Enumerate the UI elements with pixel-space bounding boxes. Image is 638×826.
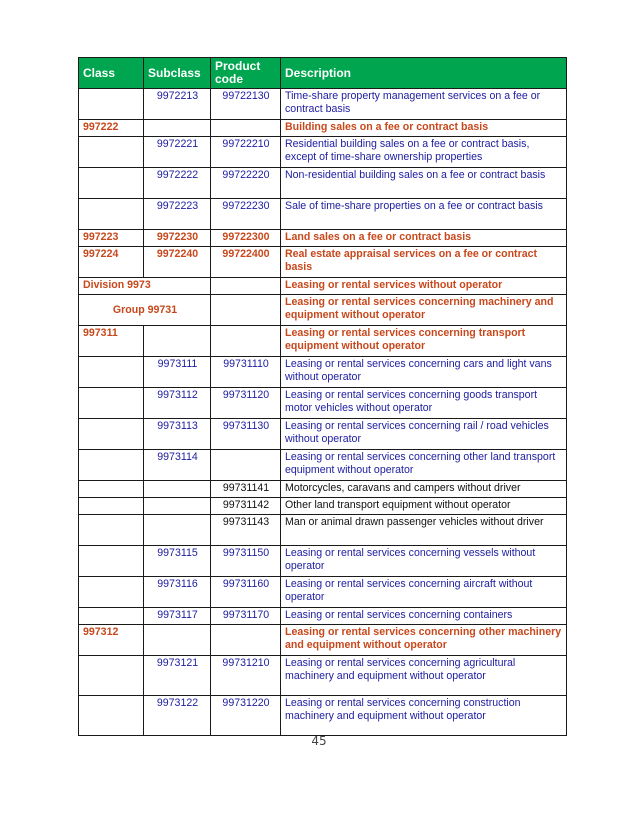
table-row [79, 450, 567, 481]
description-cell: Other land transport equipment without operator [281, 498, 567, 515]
table-row [79, 247, 567, 278]
product-code-cell [211, 326, 281, 357]
class-cell [79, 696, 144, 736]
subclass-cell: 9972222 [144, 168, 211, 199]
class-cell [79, 199, 144, 230]
subclass-cell: 9973121 [144, 656, 211, 696]
product-code-cell: 99731160 [211, 577, 281, 608]
table-row [79, 388, 567, 419]
description-cell: Leasing or rental services concerning cars and light vans without operator [281, 357, 567, 388]
description-cell: Residential building sales on a fee or contract basis, except of time-share ownership properties [281, 137, 567, 168]
description-cell: Leasing or rental services concerning other machinery and equipment without operator [281, 625, 567, 656]
product-code-cell: 99722300 [211, 230, 281, 247]
class-cell [79, 419, 144, 450]
subclass-cell: 9972221 [144, 137, 211, 168]
product-code-cell: 99731150 [211, 546, 281, 577]
table-row [79, 326, 567, 357]
table-row [79, 696, 567, 736]
product-code-cell: 99731110 [211, 357, 281, 388]
product-code-cell: 99722130 [211, 89, 281, 120]
class-cell [79, 546, 144, 577]
class-cell: 997223 [79, 230, 144, 247]
table-header-row [79, 58, 567, 89]
description-cell: Leasing or rental services concerning vessels without operator [281, 546, 567, 577]
subclass-cell: 9973117 [144, 608, 211, 625]
product-code-cell: 99722400 [211, 247, 281, 278]
product-code-cell: 99722230 [211, 199, 281, 230]
table-row [79, 89, 567, 120]
subclass-cell [144, 625, 211, 656]
product-code-cell: 99731210 [211, 656, 281, 696]
description-cell: Leasing or rental services concerning construction machinery and equipment without operator [281, 696, 567, 736]
product-code-cell: 99731220 [211, 696, 281, 736]
subclass-cell: 9972223 [144, 199, 211, 230]
subclass-cell: 9973116 [144, 577, 211, 608]
class-cell [79, 577, 144, 608]
description-cell: Time-share property management services on a fee or contract basis [281, 89, 567, 120]
class-cell [79, 481, 144, 498]
product-code-cell [211, 625, 281, 656]
product-code-cell: 99731142 [211, 498, 281, 515]
description-cell: Land sales on a fee or contract basis [281, 230, 567, 247]
class-cell: 997311 [79, 326, 144, 357]
product-code-cell: 99722210 [211, 137, 281, 168]
description-cell: Leasing or rental services concerning agricultural machinery and equipment without operator [281, 656, 567, 696]
class-cell: 997222 [79, 120, 144, 137]
description-cell: Leasing or rental services concerning rail / road vehicles without operator [281, 419, 567, 450]
subclass-cell: 9973115 [144, 546, 211, 577]
header-product-code: Product code [211, 58, 281, 89]
product-code-cell: 99731143 [211, 515, 281, 546]
header-description: Description [281, 58, 567, 89]
class-cell [79, 515, 144, 546]
description-cell: Sale of time-share properties on a fee or contract basis [281, 199, 567, 230]
subclass-cell: 9972240 [144, 247, 211, 278]
description-cell: Non-residential building sales on a fee or contract basis [281, 168, 567, 199]
class-cell: Group 99731 [79, 295, 211, 326]
subclass-cell [144, 515, 211, 546]
subclass-cell: 9972230 [144, 230, 211, 247]
subclass-cell: 9973122 [144, 696, 211, 736]
header-subclass: Subclass [144, 58, 211, 89]
table-row [79, 481, 567, 498]
product-code-cell: 99731170 [211, 608, 281, 625]
description-cell: Leasing or rental services concerning goods transport motor vehicles without operator [281, 388, 567, 419]
class-cell [79, 357, 144, 388]
description-cell: Leasing or rental services concerning other land transport equipment without operator [281, 450, 567, 481]
description-cell: Real estate appraisal services on a fee or contract basis [281, 247, 567, 278]
description-cell: Leasing or rental services concerning transport equipment without operator [281, 326, 567, 357]
classification-table [78, 57, 567, 736]
table-row [79, 230, 567, 247]
header-class: Class [79, 58, 144, 89]
subclass-cell: 9972213 [144, 89, 211, 120]
table-row [79, 546, 567, 577]
table-row [79, 608, 567, 625]
description-cell: Motorcycles, caravans and campers without driver [281, 481, 567, 498]
table-body [79, 89, 567, 736]
table-row [79, 295, 567, 326]
product-code-cell [211, 450, 281, 481]
product-code-cell: 99731120 [211, 388, 281, 419]
product-code-cell: 99731141 [211, 481, 281, 498]
description-cell: Leasing or rental services concerning containers [281, 608, 567, 625]
class-cell [79, 137, 144, 168]
class-cell [79, 388, 144, 419]
class-cell: Division 9973 [79, 278, 211, 295]
subclass-cell: 9973113 [144, 419, 211, 450]
class-cell [79, 656, 144, 696]
subclass-cell: 9973111 [144, 357, 211, 388]
subclass-cell [144, 481, 211, 498]
table-row [79, 120, 567, 137]
table-row [79, 498, 567, 515]
description-cell: Leasing or rental services without operator [281, 278, 567, 295]
table-row [79, 137, 567, 168]
class-cell [79, 608, 144, 625]
description-cell: Leasing or rental services concerning machinery and equipment without operator [281, 295, 567, 326]
subclass-cell: 9973112 [144, 388, 211, 419]
table-row [79, 515, 567, 546]
table-row [79, 419, 567, 450]
subclass-cell: 9973114 [144, 450, 211, 481]
table-row [79, 278, 567, 295]
table-row [79, 625, 567, 656]
product-code-cell: 99731130 [211, 419, 281, 450]
class-cell [79, 498, 144, 515]
table-row [79, 577, 567, 608]
class-cell: 997312 [79, 625, 144, 656]
product-code-cell [211, 120, 281, 137]
description-cell: Building sales on a fee or contract basis [281, 120, 567, 137]
subclass-cell [144, 498, 211, 515]
class-cell [79, 168, 144, 199]
table-row [79, 357, 567, 388]
table-row [79, 168, 567, 199]
class-cell [79, 89, 144, 120]
table-row [79, 199, 567, 230]
description-cell: Leasing or rental services concerning aircraft without operator [281, 577, 567, 608]
product-code-cell [211, 278, 281, 295]
page-number: 45 [311, 734, 327, 748]
table-row [79, 656, 567, 696]
subclass-cell [144, 326, 211, 357]
subclass-cell [144, 120, 211, 137]
product-code-cell [211, 295, 281, 326]
class-cell [79, 450, 144, 481]
class-cell: 997224 [79, 247, 144, 278]
product-code-cell: 99722220 [211, 168, 281, 199]
description-cell: Man or animal drawn passenger vehicles without driver [281, 515, 567, 546]
